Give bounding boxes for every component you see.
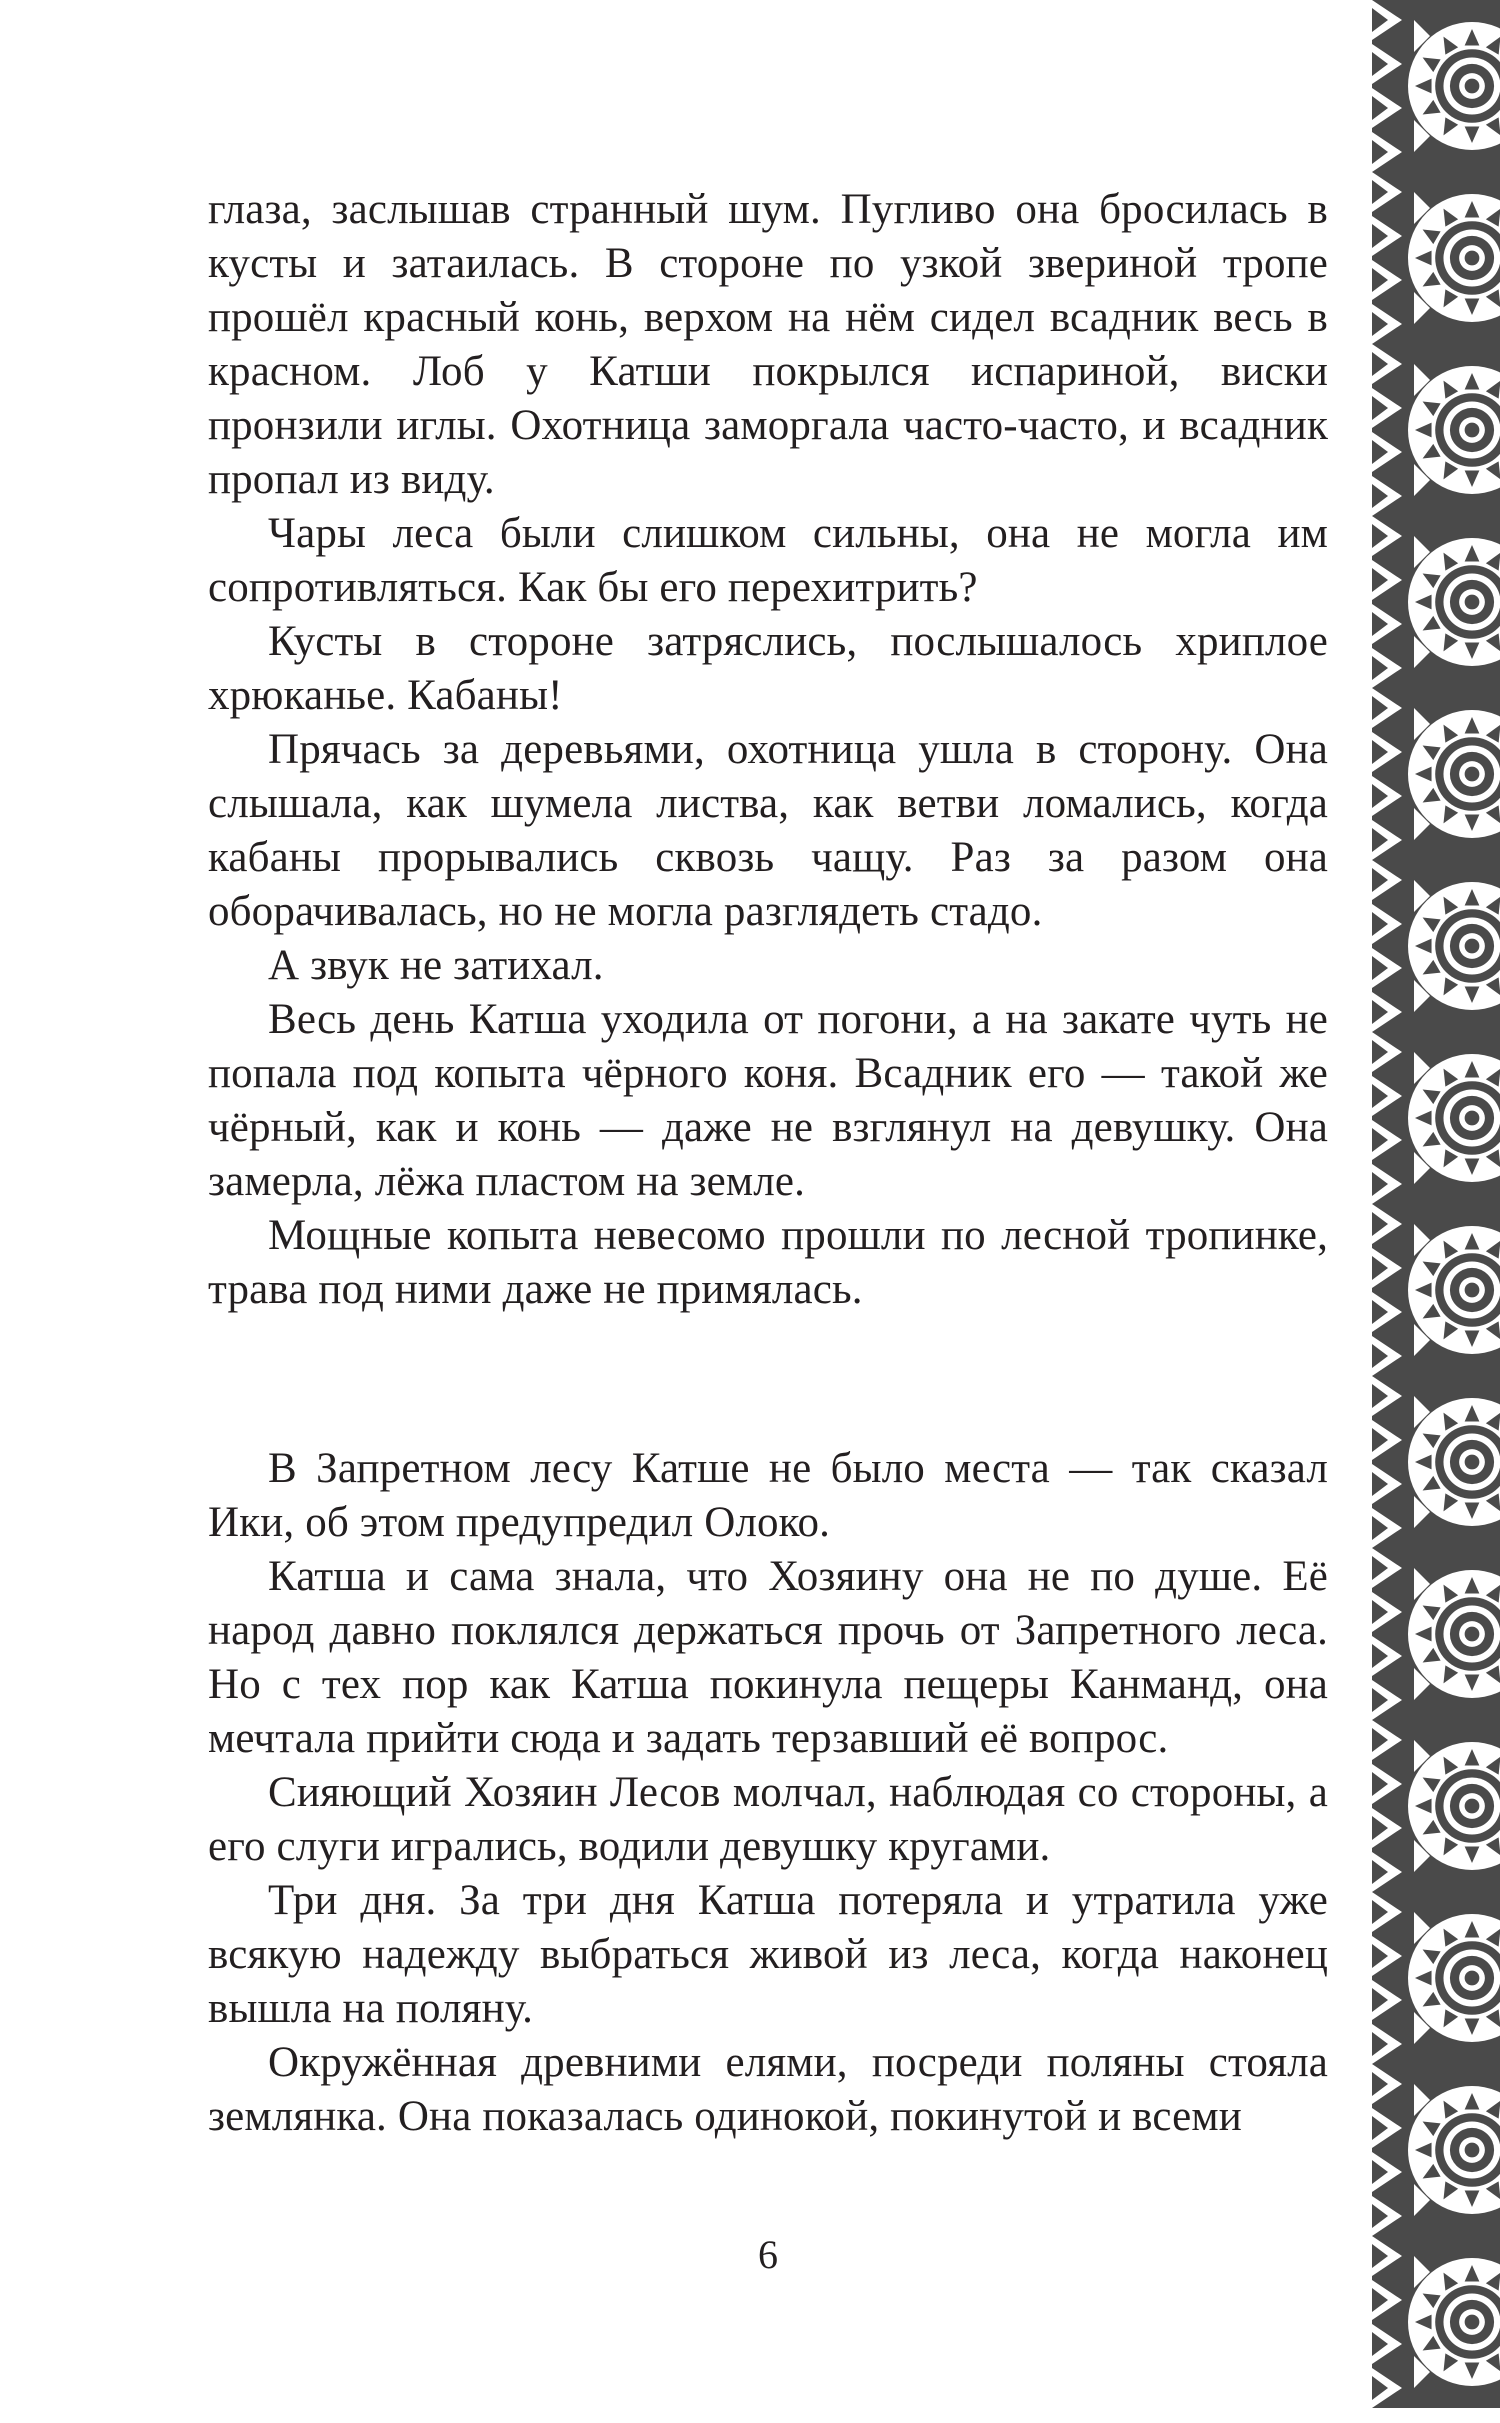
paragraph: Сияющий Хозяин Лесов молчал, наблюдая со стороны, а его слуги игрались, водили девушку кругами. bbox=[208, 1769, 1328, 1870]
text-section-2 bbox=[208, 1442, 1328, 2144]
paragraph: Катша и сама знала, что Хозяину она не по душе. Её народ давно поклялся держаться прочь от Запретного леса. Но с тех пор как Катша покинула пещеры Канманд, она мечтала прийти сюда и задать терзавший её вопрос. bbox=[208, 1553, 1328, 1762]
decorative-border-ornament bbox=[1372, 0, 1500, 2423]
paragraph: А звук не затихал. bbox=[268, 942, 604, 989]
paragraph: Чары леса были слишком сильны, она не могла им сопротивляться. Как бы его перехитрить? bbox=[208, 510, 1328, 611]
paragraph: Весь день Катша уходила от погони, а на закате чуть не попала под копыта чёрного коня. Всадник его — такой же чёрный, как и конь — даже не взглянул на девушку. Она замерла, лёжа пластом на земле. bbox=[208, 996, 1328, 1205]
paragraph: Кусты в стороне затряслись, послышалось хриплое хрюканье. Кабаны! bbox=[208, 618, 1328, 719]
paragraph: В Запретном лесу Катше не было места — так сказал Ики, об этом предупредил Олоко. bbox=[208, 1445, 1328, 1546]
paragraph: Мощные копыта невесомо прошли по лесной тропинке, трава под ними даже не примялась. bbox=[208, 1212, 1328, 1313]
paragraph: Прячась за деревьями, охотница ушла в сторону. Она слышала, как шумела листва, как ветви ломались, когда кабаны прорывались сквозь чащу. Раз за разом она оборачивалась, но не могла разглядеть стадо. bbox=[208, 726, 1328, 935]
page-number: 6 bbox=[758, 2232, 778, 2277]
text-section-1 bbox=[208, 183, 1328, 1317]
paragraph: Окружённая древними елями, посреди поляны стояла землянка. Она показалась одинокой, покинутой и всеми bbox=[208, 2039, 1328, 2140]
paragraph: глаза, заслышав странный шум. Пугливо она бросилась в кусты и затаилась. В стороне по узкой звериной тропе прошёл красный конь, верхом на нём сидел всадник весь в красном. Лоб у Катши покрылся испариной, виски пронзили иглы. Охотница заморгала часто-часто, и всадник пропал из виду. bbox=[208, 186, 1328, 503]
paragraph: Три дня. За три дня Катша потеряла и утратила уже всякую надежду выбраться живой из леса, когда наконец вышла на поляну. bbox=[208, 1877, 1328, 2032]
